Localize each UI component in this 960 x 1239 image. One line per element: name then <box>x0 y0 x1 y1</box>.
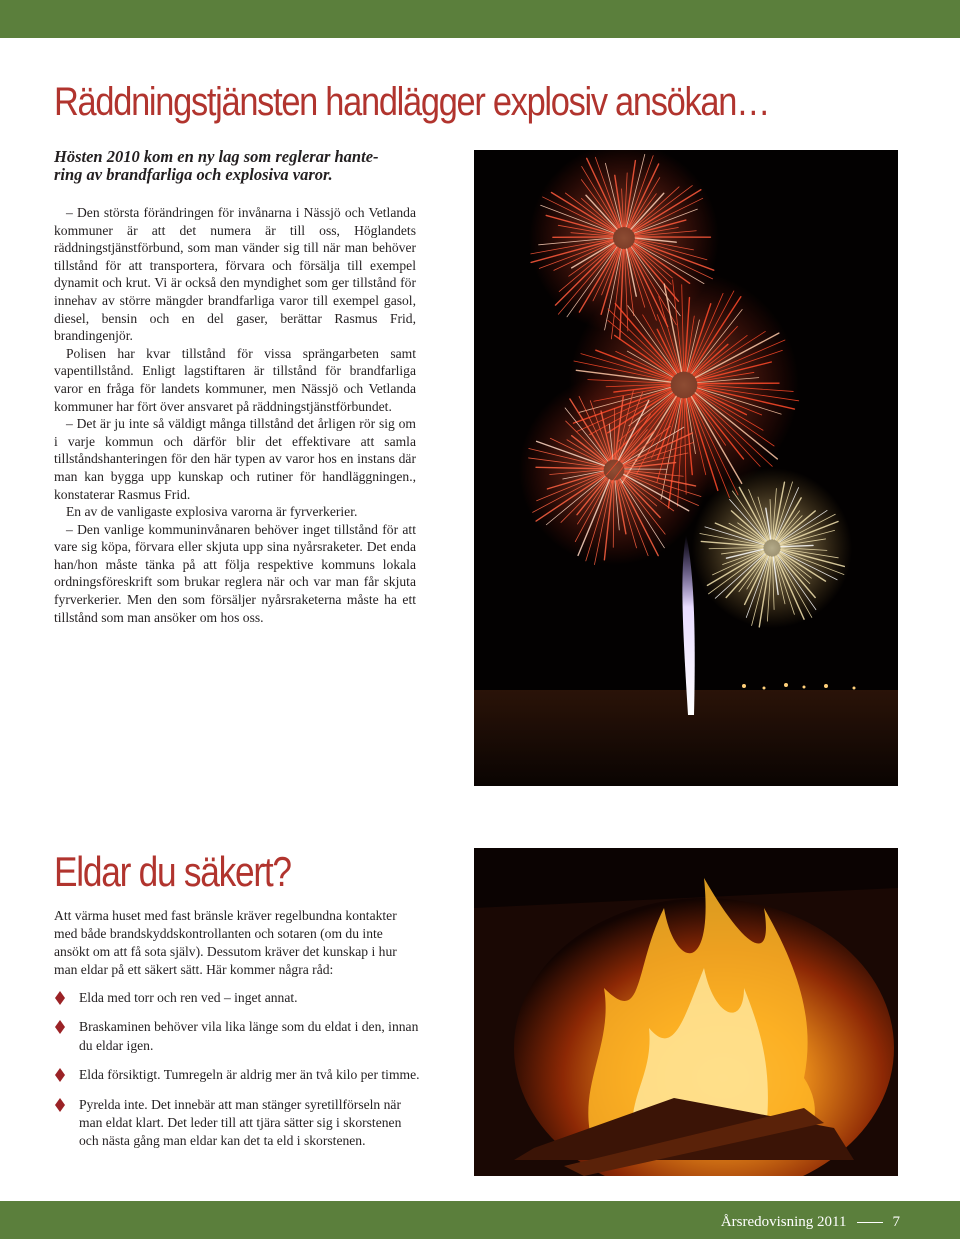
diamond-bullet-icon <box>54 1068 66 1082</box>
page-footer <box>721 1214 900 1231</box>
diamond-bullet-icon <box>54 991 66 1005</box>
article-body <box>54 204 416 626</box>
tip-text: Pyrelda inte. Det innebär att man stänger syretillförseln när man eldat klart. Det leder till att tjära sätter sig i skorstenen och nästa gång man eldar kan det ta eld i skorstenen. <box>79 1096 402 1149</box>
tip-text: Elda med torr och ren ved – inget annat. <box>79 990 298 1005</box>
diamond-bullet-icon <box>54 1098 66 1112</box>
page-number: 7 <box>892 1214 900 1230</box>
fire-safety-intro: Att värma huset med fast bränsle kräver regelbundna kontakter med både brandskyddskontrollanten och sotaren (om du inte ansökt om att få sota själv). Dessutom kräver det kunskap i hur man eldar på ett säkert sätt. Här kommer några råd: <box>54 908 397 977</box>
article-paragraph: – Den största förändringen för invånarna i Nässjö och Vetlanda kommuner är att det numera är till oss, Höglandets räddningstjänstförbund, som man vänder sig till när man behöver tillstånd för att transportera, förvara och försälja till exempel dynamit och krut. Vi är också den myndighet som ger tillstånd för innehav av större mängder brandfarliga varor till exempel gasol, diesel, bensin och en del gaser, berättar Rasmus Frid, brandingenjör. <box>54 205 416 344</box>
tip-item <box>54 1096 424 1151</box>
top-color-band <box>0 0 960 38</box>
article-paragraph: Polisen har kvar tillstånd för vissa sprängarbeten samt vapentillstånd. Enligt lagstiftaren är tillstånd för brandfarliga varor en fråga för landets kommuner, men Nässjö och Vetlanda kommuner har fört över ansvaret på räddningstjänstförbundet. <box>54 345 416 414</box>
lead-line-1: Hösten 2010 kom en ny lag som reglerar hante- <box>54 147 379 166</box>
tip-item <box>54 989 424 1007</box>
tip-item <box>54 1018 424 1055</box>
article-paragraph: En av de vanligaste explosiva varorna är fyrverkerier. <box>66 504 358 520</box>
fire-safety-tips <box>54 989 424 1162</box>
lead-paragraph <box>54 148 454 184</box>
article-paragraph: – Det är ju inte så väldigt många tillstånd det årligen rör sig om i varje kommun och därför blir det effektivare att samla tillståndshanteringen för den här typen av varor hos en instans där man kan bygga upp kunskap och rutiner för handläggningen., konstaterar Rasmus Frid. <box>54 416 416 502</box>
footer-rule <box>857 1222 883 1224</box>
publication-title: Årsredovisning 2011 <box>720 1214 847 1230</box>
tip-item <box>54 1066 424 1084</box>
diamond-bullet-icon <box>54 1020 66 1034</box>
section-title-explosives: Räddningstjänsten handlägger explosiv ansökan… <box>54 80 770 124</box>
fireworks-photo <box>474 150 898 786</box>
section-title-fire-safety: Eldar du säkert? <box>54 848 291 895</box>
article-paragraph: – Den vanlige kommuninvånaren behöver inget tillstånd för att vare sig köpa, förvara eller skjuta upp sina nyårsraketer. Det enda han/hon måste tänka på att följa respektive kommuns lokala ordningsföreskrift som brukar reglera när och var man får skjuta fyrverkerier. Men den som försäljer nyårsraketerna måste ha ett tillstånd som man ansöker om hos oss. <box>54 521 416 625</box>
lead-line-2: ring av brandfarliga och explosiva varor. <box>54 165 333 184</box>
tip-text: Elda försiktigt. Tumregeln är aldrig mer än två kilo per timme. <box>79 1067 420 1083</box>
fireplace-photo <box>474 848 898 1176</box>
tip-text: Braskaminen behöver vila lika länge som du eldat i den, innan du eldar igen. <box>79 1019 419 1053</box>
